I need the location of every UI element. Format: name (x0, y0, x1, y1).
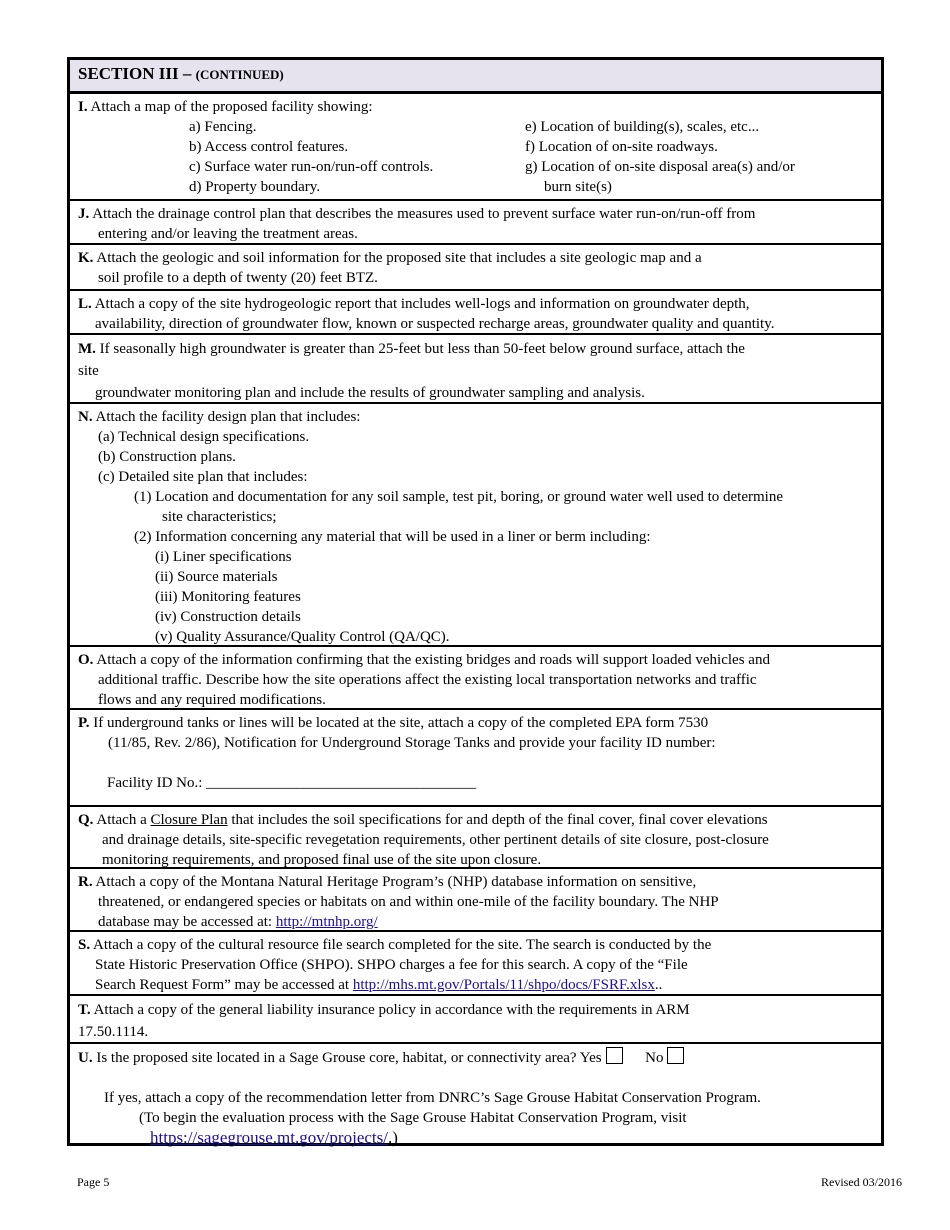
revision-date: Revised 03/2016 (821, 1175, 902, 1189)
item-o: O. Attach a copy of the information confirming that the existing bridges and roads will support loaded vehicles and additional traffic. Describe how the site operations affect the existing local transportation networks and traffic flows and any required modifications. (70, 647, 881, 710)
form-section-frame (67, 57, 884, 1146)
item-u: U. Is the proposed site located in a Sage Grouse core, habitat, or connectivity area? Yes No If yes, attach a copy of the recommendation letter from DNRC’s Sage Grouse Habitat Conservation Program. (To begin the evaluation process with the Sage Grouse Habitat Conservation Program, visit https://sagegrouse.mt.gov/projects/.) (70, 1044, 881, 1144)
item-i: I. Attach a map of the proposed facility showing: a) Fencing. b) Access control features. c) Surface water run-on/run-off controls. d) Property boundary. e) Location of building(s), scales, etc... f) Location of on-site roadways. g) Location of on-site disposal area(s) and/or burn site(s) (70, 94, 881, 201)
shpo-form-link[interactable]: http://mhs.mt.gov/Portals/11/shpo/docs/FSRF.xlsx (352, 977, 655, 993)
item-j: J. Attach the drainage control plan that describes the measures used to prevent surface water run-on/run-off from entering and/or leaving the treatment areas. (70, 201, 881, 245)
section-continued: (CONTINUED) (195, 67, 284, 82)
section-title: SECTION III – (78, 64, 196, 83)
item-r: R. Attach a copy of the Montana Natural Heritage Program’s (NHP) database information on sensitive, threatened, or endangered species or habitats on and within one-mile of the facility boundary. The NHP database may be accessed at: http://mtnhp.org/ (70, 869, 881, 932)
item-s: S. Attach a copy of the cultural resource file search completed for the site. The search is conducted by the State Historic Preservation Office (SHPO). SHPO charges a fee for this search. A copy of the “File Search Request Form” may be accessed at http://mhs.mt.gov/Portals/11/shpo/docs/FSRF.xlsx.. (70, 932, 881, 996)
item-i-right-list: e) Location of building(s), scales, etc... f) Location of on-site roadways. g) Location of on-site disposal area(s) and/or burn site(s) (525, 119, 795, 195)
item-p: P. If underground tanks or lines will be located at the site, attach a copy of the completed EPA form 7530 (11/85, Rev. 2/86), Notification for Underground Storage Tanks and provide your facility ID number: Facility ID No.: ____________________________________ (70, 710, 881, 807)
page-number: Page 5 (77, 1175, 110, 1189)
item-i-text: Attach a map of the proposed facility showing: (90, 99, 373, 115)
no-checkbox[interactable] (667, 1047, 684, 1064)
item-n: N. Attach the facility design plan that includes: (a) Technical design specifications. (b) Construction plans. (c) Detailed site plan that includes: (1) Location and documentation for any soil sample, test pit, boring, or ground water well used to determine site characteristics; (2) Information concerning any material that will be used in a liner or berm including: (i) Liner specifications (ii) Source materials (iii) Monitoring features (iv) Construction details (v) Quality Assurance/Quality Control (QA/QC). (70, 404, 881, 647)
facility-id-field[interactable]: Facility ID No.: ____________________________________ (107, 775, 477, 791)
section-header (70, 60, 881, 94)
item-t: T. Attach a copy of the general liability insurance policy in accordance with the requirements in ARM 17.50.1114. (70, 996, 881, 1044)
item-i-left-list: a) Fencing. b) Access control features. c) Surface water run-on/run-off controls. d) Property boundary. (189, 119, 434, 195)
yes-checkbox[interactable] (606, 1047, 623, 1064)
item-m: M. If seasonally high groundwater is greater than 25-feet but less than 50-feet below ground surface, attach the site groundwater monitoring plan and include the results of groundwater sampling and analysis. (70, 335, 881, 404)
closure-plan-link[interactable]: Closure Plan (150, 812, 228, 828)
sage-grouse-link[interactable]: https://sagegrouse.mt.gov/projects/ (150, 1128, 388, 1147)
item-l: L. Attach a copy of the site hydrogeologic report that includes well-logs and information on groundwater depth, availability, direction of groundwater flow, known or suspected recharge areas, groundwater quality and quantity. (70, 291, 881, 335)
item-k: K. Attach the geologic and soil information for the proposed site that includes a site geologic map and a soil profile to a depth of twenty (20) feet BTZ. (70, 245, 881, 291)
item-q: Q. Attach a Closure Plan that includes the soil specifications for and depth of the final cover, final cover elevations and drainage details, site-specific revegetation requirements, other pertinent details of site closure, post-closure monitoring requirements, and proposed final use of the site upon closure. (70, 807, 881, 869)
nhp-link[interactable]: http://mtnhp.org/ (275, 914, 378, 930)
